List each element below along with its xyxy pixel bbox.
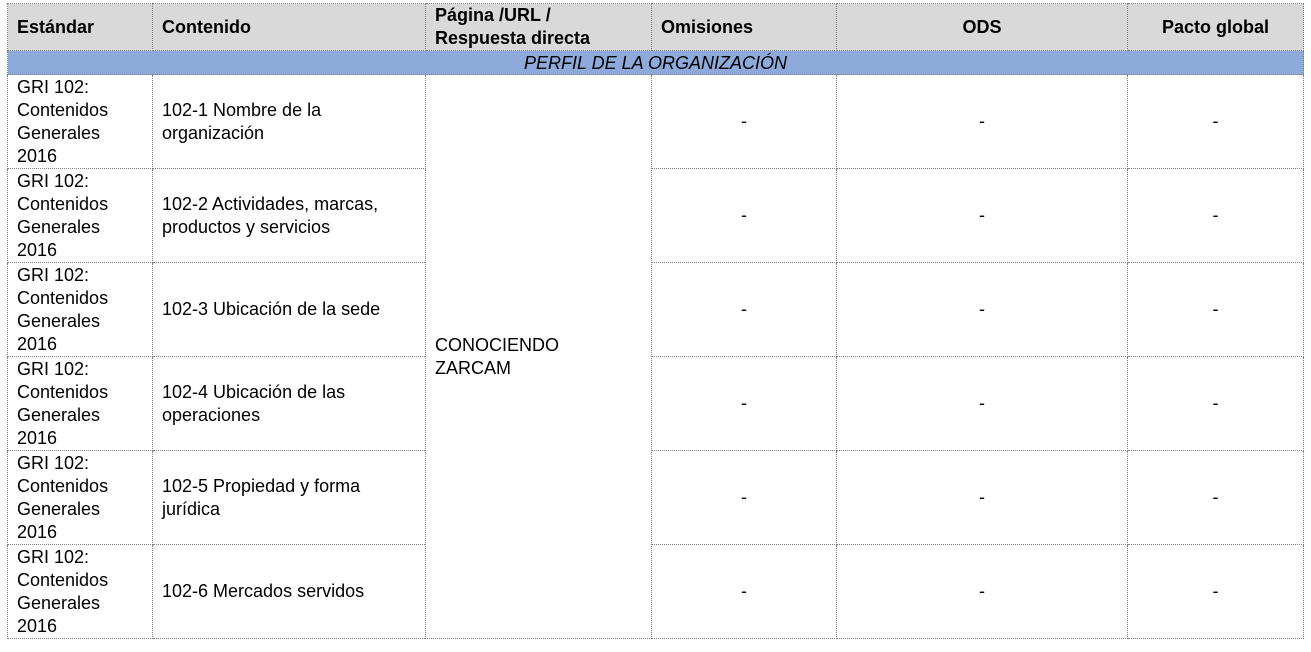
cell-pacto-global: - — [1128, 263, 1304, 357]
header-omisiones: Omisiones — [652, 4, 837, 51]
contenido-line: jurídica — [162, 498, 221, 519]
cell-omisiones: - — [652, 545, 837, 639]
section-row — [8, 51, 1304, 75]
cell-contenido — [153, 545, 426, 639]
cell-contenido — [153, 169, 426, 263]
table-row — [8, 75, 1304, 169]
estandar-line: Generales — [17, 216, 101, 237]
cell-omisiones: - — [652, 169, 837, 263]
estandar-line: Generales — [17, 498, 101, 519]
table-row — [8, 545, 1304, 639]
cell-estandar — [8, 169, 153, 263]
estandar-line: 2016 — [17, 615, 58, 636]
estandar-line: 2016 — [17, 333, 58, 354]
cell-estandar — [8, 75, 153, 169]
cell-ods: - — [837, 451, 1128, 545]
cell-contenido — [153, 263, 426, 357]
contenido-line: 102-1 Nombre de la — [162, 99, 322, 120]
estandar-line: Contenidos — [17, 381, 109, 402]
contenido-line: productos y servicios — [162, 216, 331, 237]
estandar-line: GRI 102: — [17, 76, 90, 97]
table-row — [8, 451, 1304, 545]
cell-ods: - — [837, 263, 1128, 357]
pagina-line: ZARCAM — [435, 357, 511, 378]
table-header-row — [8, 4, 1304, 51]
estandar-line: 2016 — [17, 427, 58, 448]
header-pagina-line2: Respuesta directa — [435, 28, 591, 48]
header-contenido: Contenido — [153, 4, 426, 51]
estandar-line: Contenidos — [17, 193, 109, 214]
estandar-line: Contenidos — [17, 99, 109, 120]
contenido-line: 102-6 Mercados servidos — [162, 581, 365, 601]
cell-pacto-global: - — [1128, 451, 1304, 545]
contenido-line: 102-2 Actividades, marcas, — [162, 193, 379, 214]
cell-ods: - — [837, 169, 1128, 263]
header-pagina-line1: Página /URL / — [435, 5, 551, 25]
cell-contenido — [153, 451, 426, 545]
estandar-line: GRI 102: — [17, 358, 90, 379]
contenido-line: 102-3 Ubicación de la sede — [162, 299, 381, 319]
estandar-line: Contenidos — [17, 569, 109, 590]
estandar-line: 2016 — [17, 239, 58, 260]
cell-pacto-global: - — [1128, 545, 1304, 639]
header-pacto-global: Pacto global — [1128, 4, 1304, 51]
estandar-line: Contenidos — [17, 475, 109, 496]
table-row — [8, 263, 1304, 357]
estandar-line: Generales — [17, 122, 101, 143]
contenido-line: operaciones — [162, 404, 261, 425]
cell-ods: - — [837, 357, 1128, 451]
table-row — [8, 169, 1304, 263]
estandar-line: Contenidos — [17, 287, 109, 308]
cell-omisiones: - — [652, 357, 837, 451]
cell-ods: - — [837, 75, 1128, 169]
estandar-line: Generales — [17, 310, 101, 331]
estandar-line: 2016 — [17, 521, 58, 542]
gri-content-table — [7, 3, 1304, 639]
cell-estandar — [8, 545, 153, 639]
contenido-line: 102-4 Ubicación de las — [162, 381, 346, 402]
estandar-line: GRI 102: — [17, 264, 90, 285]
cell-pacto-global: - — [1128, 169, 1304, 263]
contenido-line: organización — [162, 122, 265, 143]
contenido-line: 102-5 Propiedad y forma — [162, 475, 361, 496]
cell-omisiones: - — [652, 75, 837, 169]
cell-contenido — [153, 357, 426, 451]
cell-estandar — [8, 451, 153, 545]
cell-contenido — [153, 75, 426, 169]
estandar-line: Generales — [17, 592, 101, 613]
estandar-line: GRI 102: — [17, 546, 90, 567]
estandar-line: 2016 — [17, 145, 58, 166]
header-ods: ODS — [837, 4, 1128, 51]
cell-estandar — [8, 357, 153, 451]
cell-omisiones: - — [652, 263, 837, 357]
cell-omisiones: - — [652, 451, 837, 545]
cell-ods: - — [837, 545, 1128, 639]
header-estandar: Estándar — [8, 4, 153, 51]
cell-pagina-merged — [426, 75, 652, 639]
cell-estandar — [8, 263, 153, 357]
cell-pacto-global: - — [1128, 357, 1304, 451]
estandar-line: GRI 102: — [17, 452, 90, 473]
estandar-line: Generales — [17, 404, 101, 425]
section-title: PERFIL DE LA ORGANIZACIÓN — [8, 51, 1304, 75]
pagina-line: CONOCIENDO — [435, 334, 560, 355]
estandar-line: GRI 102: — [17, 170, 90, 191]
table-row — [8, 357, 1304, 451]
cell-pacto-global: - — [1128, 75, 1304, 169]
header-pagina — [426, 4, 652, 51]
